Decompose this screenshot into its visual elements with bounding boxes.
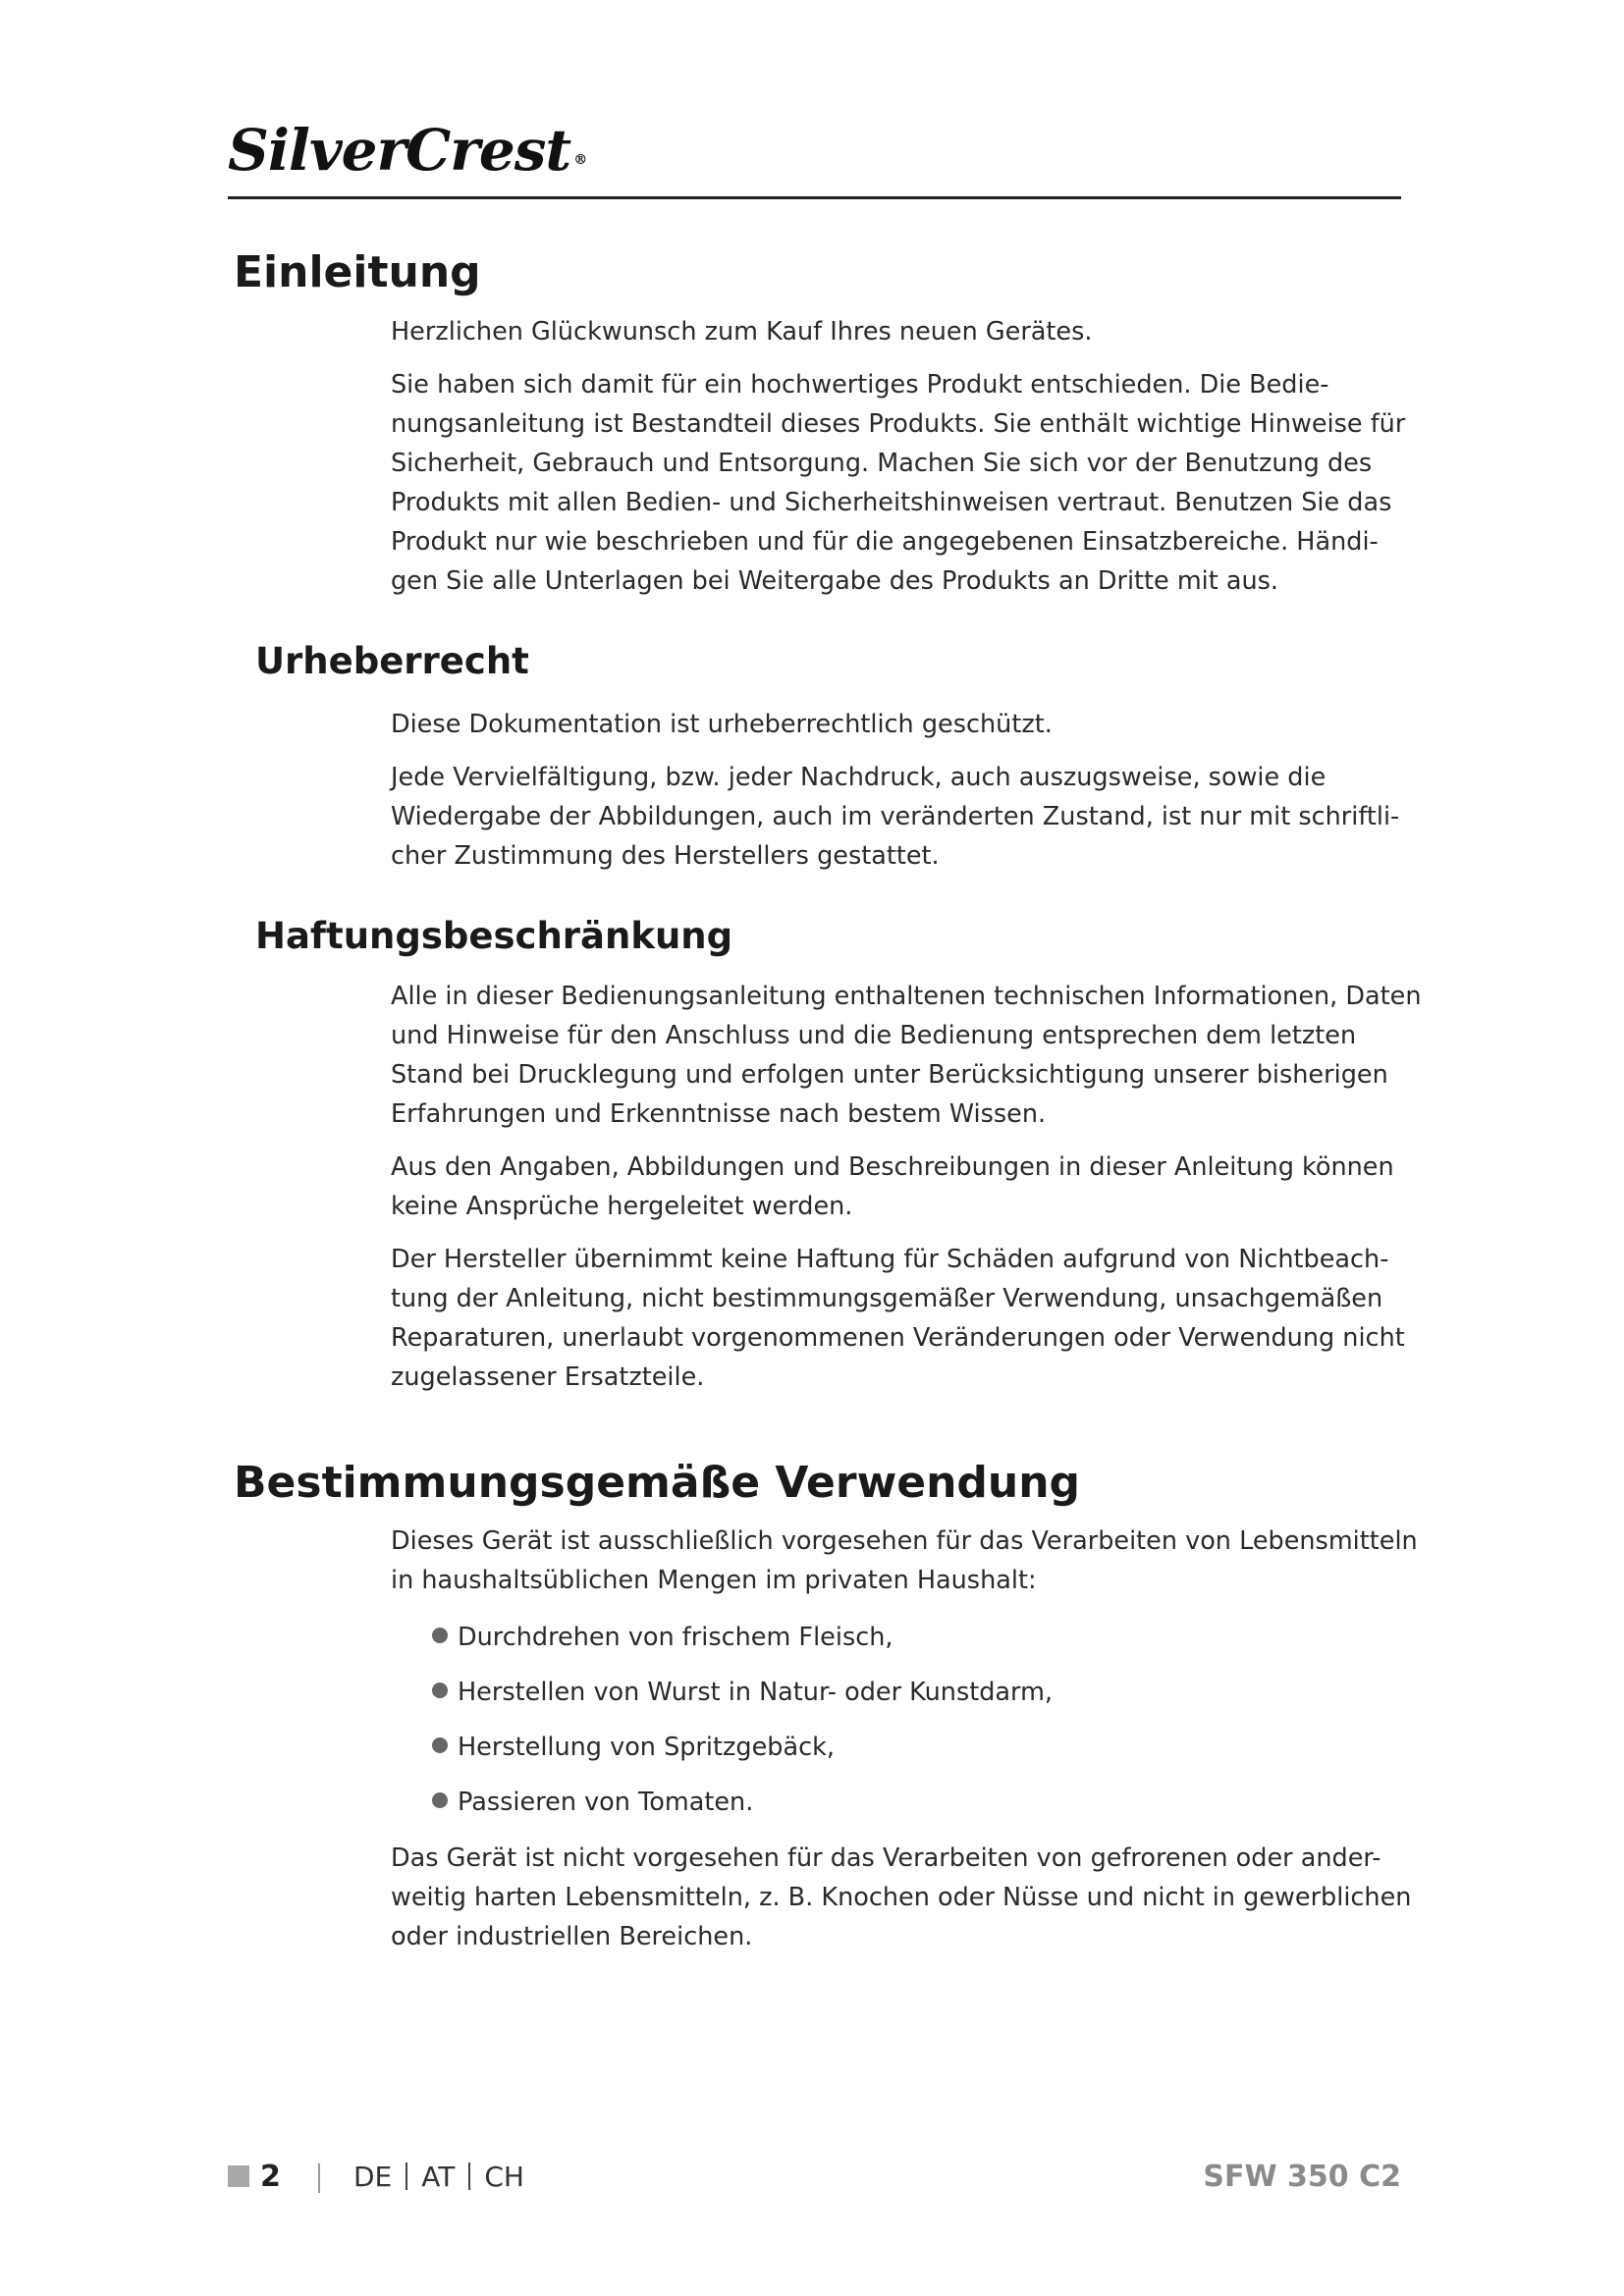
text-line: oder industriellen Bereichen. xyxy=(391,1922,753,1951)
verwendung-bullet-list xyxy=(432,1618,1394,1838)
list-item xyxy=(432,1673,1394,1728)
paragraph xyxy=(391,705,1402,744)
country-codes xyxy=(353,2158,524,2197)
text-line: Diese Dokumentation ist urheberrechtlich geschützt. xyxy=(391,710,1053,739)
einleitung-body xyxy=(391,312,1406,601)
bullet-dot-icon xyxy=(432,1792,448,1808)
text-line: zugelassener Ersatzteile. xyxy=(391,1362,705,1392)
country-separator xyxy=(468,2163,470,2190)
footer-square-marker xyxy=(228,2165,249,2187)
text-line: und Hinweise für den Anschluss und die Bedienung entsprechen dem letzten xyxy=(391,1021,1357,1050)
bullet-dot-icon xyxy=(432,1628,448,1643)
text-line: in haushaltsüblichen Mengen im privaten Haushalt: xyxy=(391,1566,1037,1595)
heading-haftungsbeschraenkung: Haftungsbeschränkung xyxy=(255,915,733,957)
country-separator xyxy=(406,2163,407,2190)
bullet-dot-icon xyxy=(432,1737,448,1753)
paragraph xyxy=(391,977,1422,1134)
paragraph xyxy=(391,1240,1405,1397)
text-line: Sie haben sich damit für ein hochwertiges Produkt entschieden. Die Bedie- xyxy=(391,370,1329,400)
text-line: Stand bei Drucklegung und erfolgen unter Berücksichtigung unserer bisherigen xyxy=(391,1060,1388,1090)
footer-divider xyxy=(318,2163,320,2193)
text-line: Alle in dieser Bedienungsanleitung enthaltenen technischen Informationen, Daten xyxy=(391,982,1422,1011)
list-item-text: Durchdrehen von frischem Fleisch, xyxy=(458,1623,893,1652)
heading-urheberrecht: Urheberrecht xyxy=(255,640,529,682)
text-line: Erfahrungen und Erkenntnisse nach bestem Wissen. xyxy=(391,1099,1047,1129)
text-line: keine Ansprüche hergeleitet werden. xyxy=(391,1192,853,1221)
verwendung-outro xyxy=(391,1839,1412,1956)
page-footer xyxy=(228,2158,1401,2197)
country-code: DE xyxy=(353,2161,393,2193)
verwendung-intro xyxy=(391,1522,1418,1600)
paragraph xyxy=(391,758,1402,876)
header-rule xyxy=(228,196,1401,199)
list-item xyxy=(432,1783,1394,1838)
model-number: SFW 350 C2 xyxy=(1203,2160,1401,2194)
text-line: Wiedergabe der Abbildungen, auch im veränderten Zustand, ist nur mit schriftli- xyxy=(391,802,1400,831)
text-line: Das Gerät ist nicht vorgesehen für das Verarbeiten von gefrorenen oder ander- xyxy=(391,1843,1381,1873)
registered-mark: ® xyxy=(573,152,587,168)
paragraph xyxy=(391,1148,1402,1226)
page-number: 2 xyxy=(260,2160,281,2194)
list-item xyxy=(432,1618,1394,1673)
haftung-body xyxy=(391,977,1422,1397)
text-line: Produkts mit allen Bedien- und Sicherheitshinweisen vertraut. Benutzen Sie das xyxy=(391,488,1392,517)
list-item-text: Herstellung von Spritzgebäck, xyxy=(458,1733,835,1762)
text-line: tung der Anleitung, nicht bestimmungsgemäßer Verwendung, unsachgemäßen xyxy=(391,1284,1383,1313)
text-line: cher Zustimmung des Herstellers gestattet. xyxy=(391,841,940,871)
brand-logo xyxy=(228,116,586,185)
text-line: Herzlichen Glückwunsch zum Kauf Ihres neuen Gerätes. xyxy=(391,317,1093,347)
paragraph xyxy=(391,1839,1412,1956)
country-code: CH xyxy=(484,2161,524,2193)
text-line: gen Sie alle Unterlagen bei Weitergabe des Produkts an Dritte mit aus. xyxy=(391,566,1279,596)
heading-einleitung: Einleitung xyxy=(234,247,481,297)
paragraph xyxy=(391,312,1402,351)
text-line: Reparaturen, unerlaubt vorgenommenen Veränderungen oder Verwendung nicht xyxy=(391,1323,1405,1353)
list-item-text: Passieren von Tomaten. xyxy=(458,1788,754,1817)
heading-bestimmungsgemaesse-verwendung: Bestimmungsgemäße Verwendung xyxy=(234,1458,1081,1508)
text-line: weitig harten Lebensmitteln, z. B. Knochen oder Nüsse und nicht in gewerblichen xyxy=(391,1883,1412,1912)
urheberrecht-body xyxy=(391,705,1402,876)
country-code: AT xyxy=(421,2161,456,2193)
text-line: Jede Vervielfältigung, bzw. jeder Nachdruck, auch auszugsweise, sowie die xyxy=(391,763,1326,792)
list-item xyxy=(432,1728,1394,1783)
text-line: Dieses Gerät ist ausschließlich vorgesehen für das Verarbeiten von Lebensmitteln xyxy=(391,1526,1418,1556)
text-line: Aus den Angaben, Abbildungen und Beschreibungen in dieser Anleitung können xyxy=(391,1152,1394,1182)
brand-logo-text: SilverCrest xyxy=(228,117,571,184)
list-item-text: Herstellen von Wurst in Natur- oder Kunstdarm, xyxy=(458,1678,1054,1707)
text-line: Sicherheit, Gebrauch und Entsorgung. Machen Sie sich vor der Benutzung des xyxy=(391,449,1373,478)
text-line: Produkt nur wie beschrieben und für die angegebenen Einsatzbereiche. Händi- xyxy=(391,527,1379,557)
text-line: Der Hersteller übernimmt keine Haftung für Schäden aufgrund von Nichtbeach- xyxy=(391,1245,1389,1274)
paragraph xyxy=(391,1522,1418,1600)
paragraph xyxy=(391,365,1406,601)
text-line: nungsanleitung ist Bestandteil dieses Produkts. Sie enthält wichtige Hinweise für xyxy=(391,409,1406,439)
bullet-dot-icon xyxy=(432,1682,448,1698)
